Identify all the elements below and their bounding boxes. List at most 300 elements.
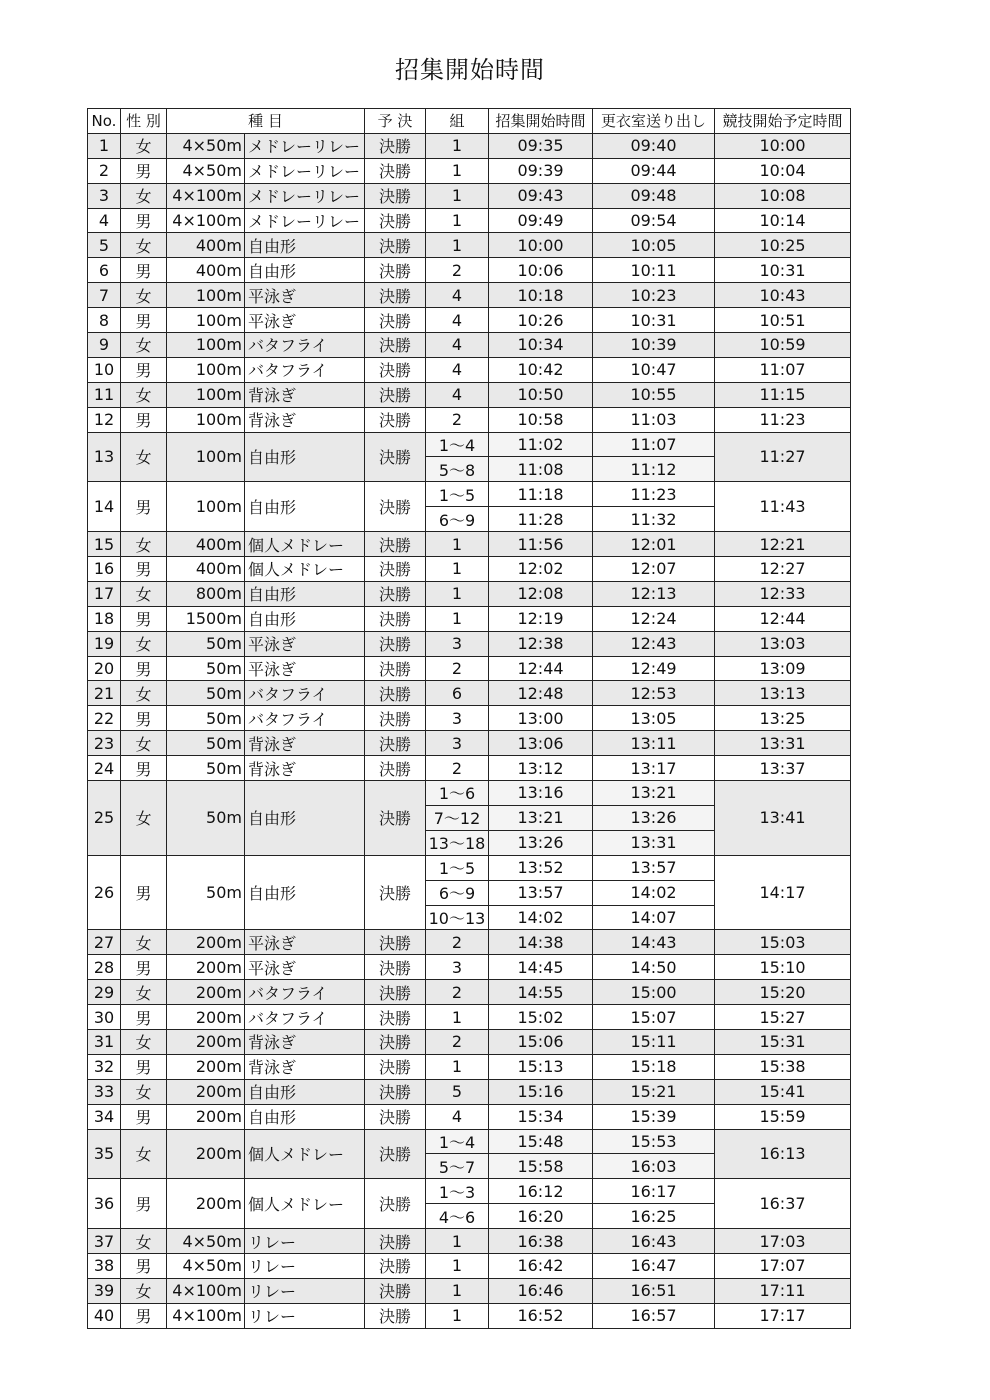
cell-distance: 100m xyxy=(167,308,245,333)
cell-call-time: 13:21 xyxy=(489,805,593,830)
cell-event: 背泳ぎ xyxy=(245,1054,365,1079)
cell-send-time: 11:07 xyxy=(593,432,715,457)
cell-no: 13 xyxy=(88,432,121,482)
cell-call-time: 14:45 xyxy=(489,955,593,980)
cell-event: バタフライ xyxy=(245,333,365,358)
cell-event: メドレーリレー xyxy=(245,133,365,158)
cell-call-time: 12:19 xyxy=(489,606,593,631)
cell-event: 個人メドレー xyxy=(245,1179,365,1229)
cell-sex: 女 xyxy=(121,781,167,856)
cell-type: 決勝 xyxy=(365,308,426,333)
cell-send-time: 10:31 xyxy=(593,308,715,333)
cell-no: 29 xyxy=(88,980,121,1005)
cell-distance: 4×100m xyxy=(167,1278,245,1303)
cell-distance: 4×100m xyxy=(167,183,245,208)
cell-event: 自由形 xyxy=(245,233,365,258)
table-row xyxy=(88,1104,851,1129)
cell-group: 13～18 xyxy=(426,830,489,855)
cell-start-time: 15:41 xyxy=(715,1079,851,1104)
cell-type: 決勝 xyxy=(365,482,426,532)
cell-start-time: 10:43 xyxy=(715,283,851,308)
cell-sex: 女 xyxy=(121,581,167,606)
cell-no: 11 xyxy=(88,382,121,407)
cell-sex: 男 xyxy=(121,308,167,333)
cell-sex: 女 xyxy=(121,631,167,656)
cell-type: 決勝 xyxy=(365,1029,426,1054)
cell-distance: 100m xyxy=(167,407,245,432)
header-event: 種 目 xyxy=(167,109,365,134)
cell-sex: 女 xyxy=(121,233,167,258)
cell-event: 平泳ぎ xyxy=(245,656,365,681)
cell-sex: 男 xyxy=(121,1005,167,1030)
cell-send-time: 13:05 xyxy=(593,706,715,731)
cell-start-time: 13:31 xyxy=(715,731,851,756)
cell-start-time: 13:37 xyxy=(715,756,851,781)
cell-send-time: 16:03 xyxy=(593,1154,715,1179)
cell-group: 2 xyxy=(426,756,489,781)
cell-no: 10 xyxy=(88,357,121,382)
cell-no: 14 xyxy=(88,482,121,532)
cell-call-time: 13:06 xyxy=(489,731,593,756)
cell-send-time: 12:43 xyxy=(593,631,715,656)
cell-send-time: 13:31 xyxy=(593,830,715,855)
cell-call-time: 15:02 xyxy=(489,1005,593,1030)
cell-send-time: 15:39 xyxy=(593,1104,715,1129)
cell-distance: 400m xyxy=(167,532,245,557)
cell-start-time: 17:11 xyxy=(715,1278,851,1303)
schedule-table xyxy=(87,108,851,1329)
table-row xyxy=(88,855,851,880)
cell-distance: 400m xyxy=(167,557,245,582)
cell-start-time: 14:17 xyxy=(715,855,851,930)
cell-call-time: 15:16 xyxy=(489,1079,593,1104)
table-row xyxy=(88,1229,851,1254)
cell-call-time: 16:20 xyxy=(489,1204,593,1229)
header-group: 組 xyxy=(426,109,489,134)
cell-no: 17 xyxy=(88,581,121,606)
cell-call-time: 13:00 xyxy=(489,706,593,731)
table-row xyxy=(88,606,851,631)
cell-call-time: 15:13 xyxy=(489,1054,593,1079)
cell-distance: 200m xyxy=(167,955,245,980)
cell-group: 1 xyxy=(426,208,489,233)
cell-no: 39 xyxy=(88,1278,121,1303)
cell-send-time: 15:21 xyxy=(593,1079,715,1104)
cell-event: 背泳ぎ xyxy=(245,731,365,756)
cell-call-time: 09:49 xyxy=(489,208,593,233)
cell-no: 12 xyxy=(88,407,121,432)
cell-no: 32 xyxy=(88,1054,121,1079)
cell-group: 2 xyxy=(426,407,489,432)
table-row xyxy=(88,482,851,507)
cell-sex: 女 xyxy=(121,283,167,308)
cell-call-time: 10:50 xyxy=(489,382,593,407)
cell-type: 決勝 xyxy=(365,1104,426,1129)
header-type: 予 決 xyxy=(365,109,426,134)
cell-call-time: 11:28 xyxy=(489,507,593,532)
cell-sex: 男 xyxy=(121,407,167,432)
cell-event: メドレーリレー xyxy=(245,208,365,233)
cell-type: 決勝 xyxy=(365,208,426,233)
cell-send-time: 10:39 xyxy=(593,333,715,358)
cell-event: 平泳ぎ xyxy=(245,283,365,308)
table-row xyxy=(88,183,851,208)
table-row xyxy=(88,258,851,283)
cell-send-time: 15:07 xyxy=(593,1005,715,1030)
cell-group: 1 xyxy=(426,183,489,208)
cell-group: 1 xyxy=(426,1229,489,1254)
cell-start-time: 10:25 xyxy=(715,233,851,258)
cell-send-time: 15:18 xyxy=(593,1054,715,1079)
cell-call-time: 15:34 xyxy=(489,1104,593,1129)
cell-call-time: 10:06 xyxy=(489,258,593,283)
header-call-time: 招集開始時間 xyxy=(489,109,593,134)
cell-group: 5～8 xyxy=(426,457,489,482)
cell-no: 34 xyxy=(88,1104,121,1129)
cell-send-time: 11:32 xyxy=(593,507,715,532)
cell-call-time: 13:52 xyxy=(489,855,593,880)
cell-group: 1～4 xyxy=(426,1129,489,1154)
cell-sex: 男 xyxy=(121,208,167,233)
cell-call-time: 12:38 xyxy=(489,631,593,656)
cell-sex: 男 xyxy=(121,855,167,930)
cell-no: 15 xyxy=(88,532,121,557)
cell-event: 自由形 xyxy=(245,581,365,606)
table-row xyxy=(88,980,851,1005)
table-row xyxy=(88,357,851,382)
cell-distance: 100m xyxy=(167,333,245,358)
cell-send-time: 09:48 xyxy=(593,183,715,208)
cell-type: 決勝 xyxy=(365,756,426,781)
cell-group: 4 xyxy=(426,308,489,333)
cell-group: 6～9 xyxy=(426,507,489,532)
cell-type: 決勝 xyxy=(365,258,426,283)
cell-send-time: 14:02 xyxy=(593,880,715,905)
cell-send-time: 12:53 xyxy=(593,681,715,706)
cell-no: 18 xyxy=(88,606,121,631)
table-row xyxy=(88,1303,851,1328)
cell-no: 33 xyxy=(88,1079,121,1104)
cell-type: 決勝 xyxy=(365,432,426,482)
cell-group: 1～5 xyxy=(426,855,489,880)
cell-event: 背泳ぎ xyxy=(245,1029,365,1054)
cell-distance: 200m xyxy=(167,1104,245,1129)
cell-call-time: 10:34 xyxy=(489,333,593,358)
table-row xyxy=(88,1278,851,1303)
cell-call-time: 11:08 xyxy=(489,457,593,482)
cell-event: メドレーリレー xyxy=(245,183,365,208)
cell-sex: 男 xyxy=(121,1179,167,1229)
cell-group: 1 xyxy=(426,532,489,557)
header-no: No. xyxy=(88,109,121,134)
cell-send-time: 10:11 xyxy=(593,258,715,283)
cell-start-time: 10:51 xyxy=(715,308,851,333)
cell-sex: 男 xyxy=(121,258,167,283)
cell-call-time: 15:06 xyxy=(489,1029,593,1054)
cell-distance: 4×50m xyxy=(167,1229,245,1254)
cell-send-time: 12:13 xyxy=(593,581,715,606)
table-row xyxy=(88,283,851,308)
cell-no: 6 xyxy=(88,258,121,283)
cell-send-time: 15:53 xyxy=(593,1129,715,1154)
cell-send-time: 13:17 xyxy=(593,756,715,781)
table-row xyxy=(88,1054,851,1079)
cell-type: 決勝 xyxy=(365,606,426,631)
cell-type: 決勝 xyxy=(365,781,426,856)
cell-start-time: 16:13 xyxy=(715,1129,851,1179)
cell-start-time: 12:27 xyxy=(715,557,851,582)
cell-event: メドレーリレー xyxy=(245,158,365,183)
cell-group: 7～12 xyxy=(426,805,489,830)
header-sex: 性 別 xyxy=(121,109,167,134)
cell-event: 個人メドレー xyxy=(245,1129,365,1179)
cell-sex: 女 xyxy=(121,183,167,208)
cell-distance: 200m xyxy=(167,980,245,1005)
cell-type: 決勝 xyxy=(365,955,426,980)
cell-group: 4 xyxy=(426,333,489,358)
cell-send-time: 11:12 xyxy=(593,457,715,482)
cell-start-time: 10:59 xyxy=(715,333,851,358)
cell-no: 19 xyxy=(88,631,121,656)
cell-call-time: 11:56 xyxy=(489,532,593,557)
cell-send-time: 10:23 xyxy=(593,283,715,308)
cell-no: 16 xyxy=(88,557,121,582)
cell-event: リレー xyxy=(245,1303,365,1328)
cell-event: 自由形 xyxy=(245,258,365,283)
cell-sex: 男 xyxy=(121,158,167,183)
cell-distance: 200m xyxy=(167,1005,245,1030)
cell-call-time: 09:43 xyxy=(489,183,593,208)
cell-group: 1～6 xyxy=(426,781,489,806)
cell-distance: 50m xyxy=(167,756,245,781)
cell-no: 38 xyxy=(88,1253,121,1278)
cell-send-time: 11:03 xyxy=(593,407,715,432)
cell-sex: 男 xyxy=(121,557,167,582)
cell-start-time: 13:13 xyxy=(715,681,851,706)
cell-call-time: 14:38 xyxy=(489,930,593,955)
cell-no: 31 xyxy=(88,1029,121,1054)
cell-group: 6 xyxy=(426,681,489,706)
cell-event: リレー xyxy=(245,1229,365,1254)
cell-start-time: 11:27 xyxy=(715,432,851,482)
cell-type: 決勝 xyxy=(365,357,426,382)
cell-send-time: 10:05 xyxy=(593,233,715,258)
cell-start-time: 10:04 xyxy=(715,158,851,183)
cell-type: 決勝 xyxy=(365,1229,426,1254)
cell-send-time: 12:01 xyxy=(593,532,715,557)
cell-event: リレー xyxy=(245,1253,365,1278)
cell-group: 4 xyxy=(426,357,489,382)
cell-start-time: 15:38 xyxy=(715,1054,851,1079)
cell-sex: 男 xyxy=(121,1104,167,1129)
cell-distance: 4×50m xyxy=(167,1253,245,1278)
cell-distance: 1500m xyxy=(167,606,245,631)
cell-distance: 400m xyxy=(167,233,245,258)
cell-sex: 女 xyxy=(121,681,167,706)
cell-sex: 男 xyxy=(121,656,167,681)
cell-sex: 女 xyxy=(121,731,167,756)
cell-group: 2 xyxy=(426,980,489,1005)
table-row xyxy=(88,731,851,756)
cell-call-time: 16:38 xyxy=(489,1229,593,1254)
cell-call-time: 16:46 xyxy=(489,1278,593,1303)
cell-no: 40 xyxy=(88,1303,121,1328)
table-row xyxy=(88,333,851,358)
cell-send-time: 12:24 xyxy=(593,606,715,631)
table-row xyxy=(88,532,851,557)
cell-group: 5 xyxy=(426,1079,489,1104)
cell-group: 3 xyxy=(426,731,489,756)
page-title: 招集開始時間 xyxy=(395,56,545,84)
cell-type: 決勝 xyxy=(365,532,426,557)
cell-group: 1 xyxy=(426,1253,489,1278)
cell-call-time: 12:48 xyxy=(489,681,593,706)
cell-type: 決勝 xyxy=(365,855,426,930)
cell-type: 決勝 xyxy=(365,656,426,681)
cell-type: 決勝 xyxy=(365,706,426,731)
cell-send-time: 13:26 xyxy=(593,805,715,830)
cell-sex: 男 xyxy=(121,606,167,631)
cell-start-time: 15:59 xyxy=(715,1104,851,1129)
cell-send-time: 12:07 xyxy=(593,557,715,582)
cell-no: 26 xyxy=(88,855,121,930)
cell-distance: 4×100m xyxy=(167,208,245,233)
cell-distance: 50m xyxy=(167,631,245,656)
cell-event: バタフライ xyxy=(245,980,365,1005)
cell-start-time: 11:15 xyxy=(715,382,851,407)
cell-distance: 50m xyxy=(167,731,245,756)
cell-distance: 800m xyxy=(167,581,245,606)
cell-group: 4～6 xyxy=(426,1204,489,1229)
cell-start-time: 17:07 xyxy=(715,1253,851,1278)
table-row xyxy=(88,133,851,158)
cell-type: 決勝 xyxy=(365,731,426,756)
cell-event: バタフライ xyxy=(245,706,365,731)
cell-group: 1～4 xyxy=(426,432,489,457)
cell-type: 決勝 xyxy=(365,980,426,1005)
cell-no: 1 xyxy=(88,133,121,158)
cell-no: 35 xyxy=(88,1129,121,1179)
cell-event: バタフライ xyxy=(245,1005,365,1030)
cell-start-time: 13:25 xyxy=(715,706,851,731)
cell-no: 9 xyxy=(88,333,121,358)
cell-group: 6～9 xyxy=(426,880,489,905)
cell-sex: 女 xyxy=(121,432,167,482)
cell-no: 8 xyxy=(88,308,121,333)
cell-no: 30 xyxy=(88,1005,121,1030)
cell-send-time: 09:44 xyxy=(593,158,715,183)
cell-type: 決勝 xyxy=(365,233,426,258)
cell-call-time: 12:44 xyxy=(489,656,593,681)
cell-no: 36 xyxy=(88,1179,121,1229)
cell-type: 決勝 xyxy=(365,158,426,183)
cell-sex: 男 xyxy=(121,1303,167,1328)
cell-event: 平泳ぎ xyxy=(245,308,365,333)
cell-send-time: 10:55 xyxy=(593,382,715,407)
cell-send-time: 16:25 xyxy=(593,1204,715,1229)
cell-start-time: 11:43 xyxy=(715,482,851,532)
cell-distance: 100m xyxy=(167,357,245,382)
cell-distance: 200m xyxy=(167,930,245,955)
cell-no: 20 xyxy=(88,656,121,681)
cell-distance: 100m xyxy=(167,283,245,308)
table-row xyxy=(88,930,851,955)
cell-group: 1～5 xyxy=(426,482,489,507)
cell-call-time: 10:42 xyxy=(489,357,593,382)
cell-distance: 100m xyxy=(167,382,245,407)
cell-start-time: 15:31 xyxy=(715,1029,851,1054)
schedule-body xyxy=(88,133,851,1328)
cell-sex: 女 xyxy=(121,1129,167,1179)
cell-distance: 200m xyxy=(167,1129,245,1179)
cell-distance: 50m xyxy=(167,706,245,731)
cell-type: 決勝 xyxy=(365,1005,426,1030)
cell-type: 決勝 xyxy=(365,133,426,158)
cell-send-time: 14:07 xyxy=(593,905,715,930)
cell-sex: 男 xyxy=(121,482,167,532)
cell-sex: 女 xyxy=(121,1229,167,1254)
cell-event: 自由形 xyxy=(245,1104,365,1129)
cell-sex: 女 xyxy=(121,532,167,557)
cell-send-time: 15:11 xyxy=(593,1029,715,1054)
cell-group: 1 xyxy=(426,1278,489,1303)
cell-distance: 100m xyxy=(167,482,245,532)
cell-call-time: 13:16 xyxy=(489,781,593,806)
cell-send-time: 16:47 xyxy=(593,1253,715,1278)
cell-sex: 女 xyxy=(121,1278,167,1303)
cell-distance: 50m xyxy=(167,681,245,706)
cell-type: 決勝 xyxy=(365,1179,426,1229)
cell-send-time: 15:00 xyxy=(593,980,715,1005)
cell-call-time: 10:00 xyxy=(489,233,593,258)
cell-group: 3 xyxy=(426,955,489,980)
cell-distance: 200m xyxy=(167,1179,245,1229)
cell-sex: 女 xyxy=(121,382,167,407)
cell-no: 23 xyxy=(88,731,121,756)
cell-send-time: 14:50 xyxy=(593,955,715,980)
cell-call-time: 11:02 xyxy=(489,432,593,457)
cell-start-time: 10:31 xyxy=(715,258,851,283)
cell-send-time: 10:47 xyxy=(593,357,715,382)
cell-type: 決勝 xyxy=(365,1303,426,1328)
cell-event: 背泳ぎ xyxy=(245,407,365,432)
cell-call-time: 13:12 xyxy=(489,756,593,781)
cell-group: 2 xyxy=(426,656,489,681)
cell-group: 2 xyxy=(426,930,489,955)
cell-send-time: 09:40 xyxy=(593,133,715,158)
cell-start-time: 10:00 xyxy=(715,133,851,158)
cell-group: 1 xyxy=(426,1005,489,1030)
cell-type: 決勝 xyxy=(365,1278,426,1303)
cell-distance: 200m xyxy=(167,1029,245,1054)
cell-call-time: 13:26 xyxy=(489,830,593,855)
cell-call-time: 12:02 xyxy=(489,557,593,582)
cell-start-time: 12:33 xyxy=(715,581,851,606)
cell-event: リレー xyxy=(245,1278,365,1303)
cell-type: 決勝 xyxy=(365,333,426,358)
table-row xyxy=(88,581,851,606)
cell-distance: 200m xyxy=(167,1079,245,1104)
cell-start-time: 15:27 xyxy=(715,1005,851,1030)
table-row xyxy=(88,756,851,781)
cell-call-time: 10:26 xyxy=(489,308,593,333)
cell-distance: 4×100m xyxy=(167,1303,245,1328)
cell-distance: 50m xyxy=(167,855,245,930)
cell-type: 決勝 xyxy=(365,681,426,706)
cell-group: 5～7 xyxy=(426,1154,489,1179)
table-row xyxy=(88,382,851,407)
cell-send-time: 16:57 xyxy=(593,1303,715,1328)
